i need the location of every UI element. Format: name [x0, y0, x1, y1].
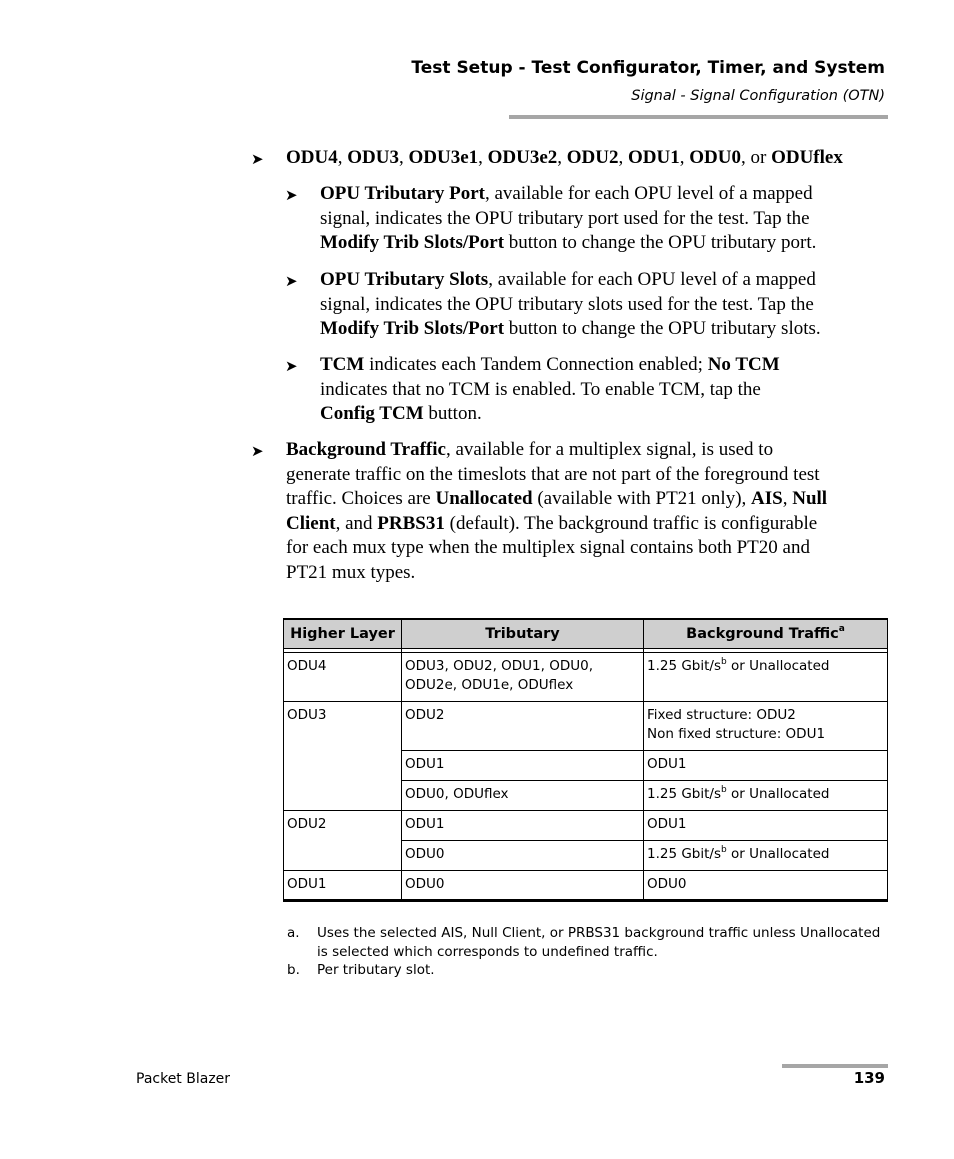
tcm-item: TCM indicates each Tandem Connection enabled; No TCM indicates that no TCM is enabled. To enable TCM, tap the Config TCM button.: [320, 354, 780, 425]
background-traffic-item: Background Traffic, available for a multiplex signal, is used to generate traffic on the timeslots that are not part of the foreground test traffic. Choices are Unallocated (available with PT21 only), AIS, Null Client, and PRBS31 (default). The background traffic is configurable for each mux type when the multiplex signal contains both PT20 and PT21 mux types.: [286, 439, 828, 583]
column-header-background-traffic: Background Traffic$^a$: [644, 619, 888, 649]
table-cell: ODU4: [284, 653, 402, 702]
odu1-label: ODU1: [628, 147, 680, 168]
odu3e2-label: ODU3e2: [487, 147, 558, 168]
header-rule: [509, 115, 888, 119]
table-cell: ODU0: [402, 841, 644, 871]
table-cell: ODU2: [284, 811, 402, 871]
bullet-arrow-icon: ➤: [251, 150, 264, 168]
table-row: [284, 811, 888, 841]
bullet-arrow-icon: ➤: [285, 272, 298, 290]
table-cell: ODU3, ODU2, ODU1, ODU0, ODU2e, ODU1e, ODUflex: [402, 653, 644, 702]
bullet-arrow-icon: ➤: [285, 357, 298, 375]
footnote-a: a. Uses the selected AIS, Null Client, or PRBS31 background traffic unless Unallocated is selected which corresponds to undefined traffic.: [287, 925, 881, 960]
odu3e1-label: ODU3e1: [408, 147, 479, 168]
table-cell: Fixed structure: ODU2 Non fixed structure: ODU1: [644, 702, 888, 751]
opu-port-item: OPU Tributary Port, available for each OPU level of a mapped signal, indicates the OPU tributary port used for the test. Tap the Modify Trib Slots/Port button to change the OPU tributary port.: [320, 183, 817, 254]
config-tcm-button-ref: Config TCM: [320, 403, 424, 425]
odu4-label: ODU4: [286, 147, 338, 168]
table-cell: ODU1: [644, 811, 888, 841]
column-header-tributary: Tributary: [402, 619, 644, 649]
table-cell: ODU0: [644, 871, 888, 901]
opu-slots-item: OPU Tributary Slots, available for each OPU level of a mapped signal, indicates the OPU tributary slots used for the test. Tap the Modify Trib Slots/Port button to change the OPU tributary slots.: [320, 269, 821, 340]
odu3-label: ODU3: [347, 147, 399, 168]
page-number: 139: [853, 1069, 885, 1087]
modify-trib-button-ref: Modify Trib Slots/Port: [320, 318, 505, 340]
table-cell: ODU3: [284, 702, 402, 811]
modify-trib-button-ref: Modify Trib Slots/Port: [320, 232, 505, 254]
table-cell: ODU1: [284, 871, 402, 901]
odu2-label: ODU2: [566, 147, 619, 168]
footer-rule: [782, 1064, 888, 1068]
table-cell: ODU1: [402, 751, 644, 781]
oduflex-label: ODUflex: [771, 147, 843, 168]
odu-list-item: ODU4, ODU3, ODU3e1, ODU3e2, ODU2, ODU1, ODU0, or ODUflex: [286, 147, 843, 168]
page-header-title: Test Setup - Test Configurator, Timer, and System: [411, 58, 885, 78]
odu0-label: ODU0: [689, 147, 741, 168]
table-cell: 1.25 Gbit/$s^b$ or Unallocated: [644, 841, 888, 871]
table-row: [284, 871, 888, 901]
table-row: [284, 702, 888, 751]
page-header-subtitle: Signal - Signal Configuration (OTN): [631, 88, 885, 104]
table-cell: ODU0, ODUflex: [402, 781, 644, 811]
table-cell: 1.25 Gbit/$s^b$ or Unallocated: [644, 653, 888, 702]
table-row: [284, 653, 888, 702]
table-cell: ODU1: [402, 811, 644, 841]
table-cell: ODU1: [644, 751, 888, 781]
footnote-b: b. Per tributary slot.: [287, 962, 435, 978]
background-traffic-table: [283, 618, 888, 902]
bullet-arrow-icon: ➤: [285, 186, 298, 204]
column-header-higher-layer: Higher Layer: [284, 619, 402, 649]
table-cell: ODU2: [402, 702, 644, 751]
table-cell: 1.25 Gbit/$s^b$ or Unallocated: [644, 781, 888, 811]
bullet-arrow-icon: ➤: [251, 442, 264, 460]
footer-product-name: Packet Blazer: [136, 1071, 231, 1087]
table-cell: ODU0: [402, 871, 644, 901]
